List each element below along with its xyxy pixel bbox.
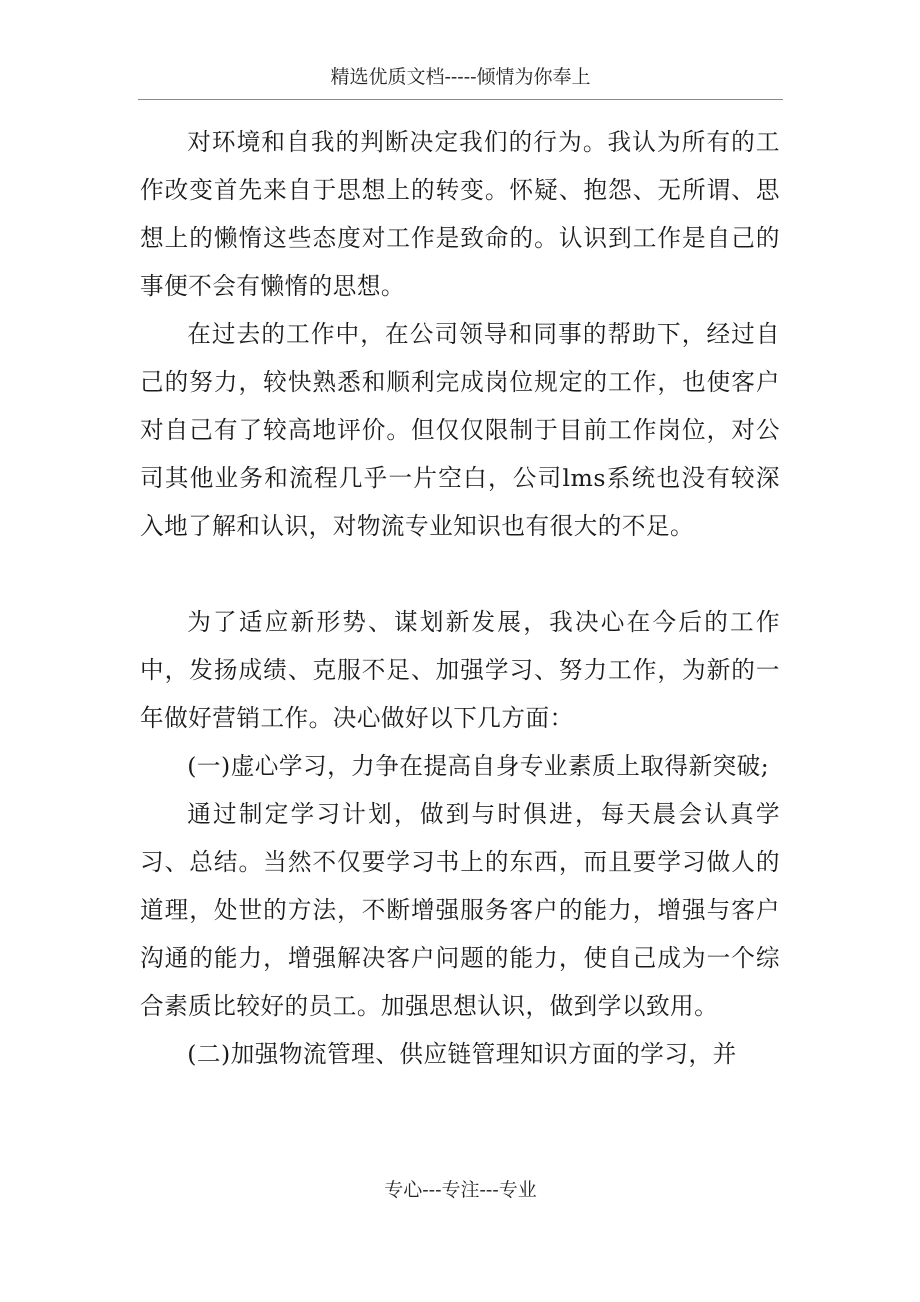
- paragraph: 对环境和自我的判断决定我们的行为。我认为所有的工作改变首先来自于思想上的转变。怀疑、抱怨、无所谓、思想上的懒惰这些态度对工作是致命的。认识到工作是自己的事便不会有懒惰的思想。: [140, 128, 780, 300]
- page-header: 精选优质文档-----倾情为你奉上: [138, 62, 783, 100]
- paragraph: 通过制定学习计划，做到与时俱进，每天晨会认真学习、总结。当然不仅要学习书上的东西，而且要学习做人的道理，处世的方法，不断增强服务客户的能力，增强与客户沟通的能力，增强解决客户问题的能力，使自己成为一个综合素质比较好的员工。加强思想认识，做到学以致用。: [140, 800, 780, 1020]
- document-body: [140, 118, 780, 1078]
- paragraph: (一)虚心学习，力争在提高自身专业素质上取得新突破;: [187, 752, 770, 780]
- paragraph: (二)加强物流管理、供应链管理知识方面的学习，并: [187, 1040, 737, 1068]
- paragraph-gap: [140, 550, 780, 598]
- paragraph: 为了适应新形势、谋划新发展，我决心在今后的工作中，发扬成绩、克服不足、加强学习、努力工作，为新的一年做好营销工作。决心做好以下几方面：: [140, 608, 780, 732]
- page-footer: 专心---专注---专业: [384, 1179, 537, 1201]
- paragraph: 在过去的工作中，在公司领导和同事的帮助下，经过自己的努力，较快熟悉和顺利完成岗位规定的工作，也使客户对自己有了较高地评价。但仅仅限制于目前工作岗位，对公司其他业务和流程几乎一片空白，公司lms系统也没有较深入地了解和认识，对物流专业知识也有很大的不足。: [140, 320, 780, 540]
